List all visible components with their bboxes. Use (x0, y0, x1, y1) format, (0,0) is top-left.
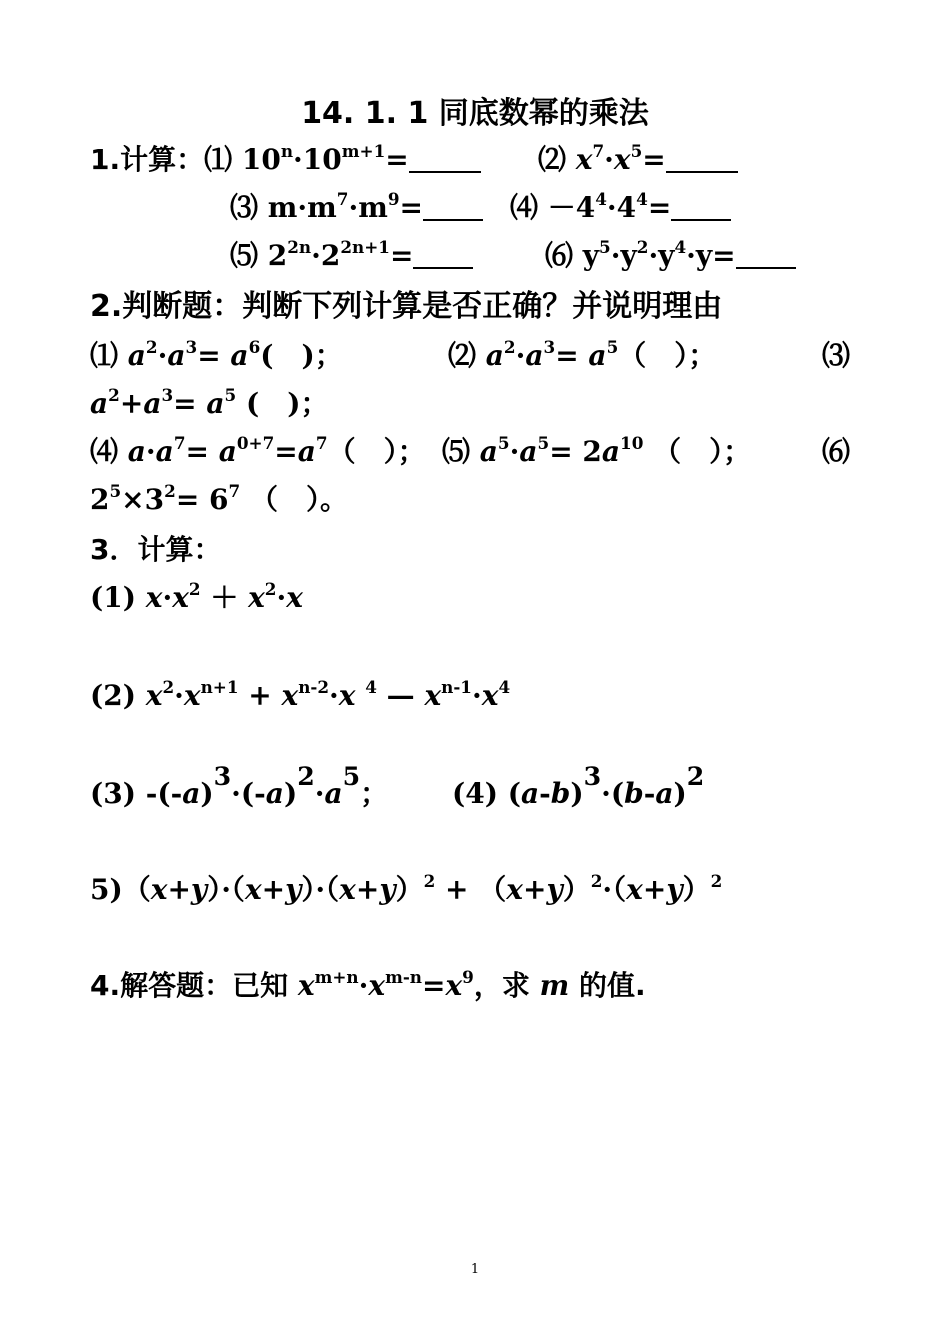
q4-tail: 的值. (569, 969, 646, 1002)
q1-row-1 (90, 140, 481, 180)
q1-item-3: ⑶ $m\cdot m^7\cdot m^9=$ (230, 188, 483, 228)
page-title: 14. 1. 1 同底数幂的乘法 (301, 96, 649, 131)
q2-item-3-number: ⑶ (822, 339, 851, 372)
q4-mid: ，求 (473, 969, 540, 1002)
q2-item-3: $a^2+a^3= a^5$ ( )； (90, 384, 329, 420)
q1-item-5: ⑸ $2^{2n}\cdot 2^{2n+1}=$ (230, 236, 473, 276)
q2-lead: 2.判断题：判断下列计算是否正确？并说明理由 (90, 289, 723, 324)
q3-item-2: (2) $x^2\cdot x^{n+1} + x^{n-2}\cdot x$ $^4$ — $x^{n-1}\cdot x^4$ (90, 676, 511, 712)
q3-lead: 3．计算： (90, 533, 222, 566)
q4: 4.解答题：已知 $x^{m+n}\cdot x^{m-n}=x^9$，求 m 的值. (90, 966, 646, 1002)
q2-item-2: ⑵ $a^2\cdot a^3= a^5$（ ）； (448, 336, 717, 372)
q2-item-5: ⑸ $a^5\cdot a^5= 2a^{10}$ （ ）； (442, 432, 752, 468)
q1-item-6: ⑹ $y^5\cdot y^2\cdot y^4\cdot y=$ (545, 236, 796, 276)
q3-item-4: (4) $(a-b)^3\cdot(b-a)^2$ (452, 760, 705, 810)
q4-lead: 4.解答题：已知 (90, 969, 298, 1002)
q2-item-4: ⑷ $a\cdot a^7= a^{0+7}=a^7$（ ）； (90, 432, 426, 468)
q2-item-1: ⑴ $a^2\cdot a^3= a^6$( )； (90, 336, 343, 372)
q3-item-5: $5)(x+y)\cdot(x+y)\cdot(x+y)^2 + (x+y)^2\cdot(x+y)^2$ (90, 870, 723, 906)
q1-item-4: ⑷ $-4^4\cdot 4^4=$ (510, 188, 731, 228)
q3-item-1: (1) $x\cdot x^2 + x^2\cdot x$ (90, 578, 303, 614)
q3-item-3: (3) $-(-a)^3\cdot(-a)^2\cdot a^5$； (90, 760, 389, 810)
q1-item-2: ⑵ $x^7\cdot x^5=$ (538, 140, 738, 180)
q1-lead: 1.计算： (90, 143, 205, 176)
q1-item-1: ⑴ $10^n\cdot 10^{m+1}=$ (204, 143, 481, 176)
q2-item-6-number: ⑹ (822, 435, 851, 468)
q4-var: m (539, 969, 570, 1002)
q2-item-6: $2^5\times 3^2= 6^7$ （ ）。 (90, 480, 348, 516)
page-number: 1 (470, 1262, 480, 1277)
